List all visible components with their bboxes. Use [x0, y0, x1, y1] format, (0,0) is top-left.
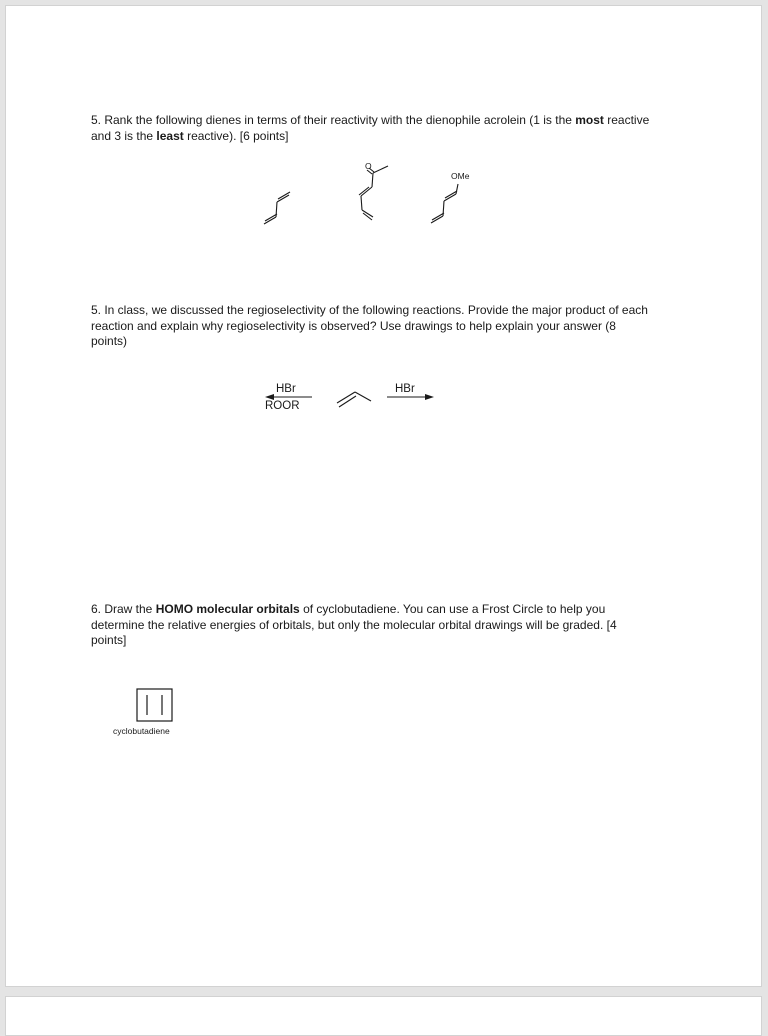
- diene-structures: [6, 6, 763, 988]
- cyclobutadiene-structure: [137, 689, 172, 721]
- methoxy-diene-structure: [431, 184, 458, 223]
- question-5-regioselectivity: 5. In class, we discussed the regioselectivity of the following reactions. Provide the major product of each reaction and explain why regioselectivity is observed? Use drawings to help explain your answer (8 points): [91, 303, 648, 348]
- question-6-homo-orbitals: 6. Draw the HOMO molecular orbitals of cyclobutadiene. You can use a Frost Circle to help you determine the relative energies of orbitals, but only the molecular orbital drawings will be graded. [4 points]: [91, 602, 617, 647]
- left-reagent-hbr: HBr: [276, 383, 296, 395]
- ketone-diene-structure: [359, 166, 388, 220]
- butadiene-structure: [264, 192, 290, 224]
- cyclobutadiene-label: cyclobutadiene: [113, 726, 170, 736]
- ome-label: OMe: [451, 171, 470, 181]
- document-page-1: [5, 5, 762, 987]
- document-page-2: [5, 996, 762, 1036]
- right-reagent-hbr: HBr: [395, 383, 415, 395]
- left-reagent-roor: ROOR: [265, 400, 300, 412]
- question-5-rank-dienes: 5. Rank the following dienes in terms of their reactivity with the dienophile acrolein (1 is the most reactive and 3 is the least reactive). [6 points]: [91, 113, 650, 143]
- ketone-oxygen-label: O: [365, 161, 372, 171]
- propene-structure: [337, 392, 371, 407]
